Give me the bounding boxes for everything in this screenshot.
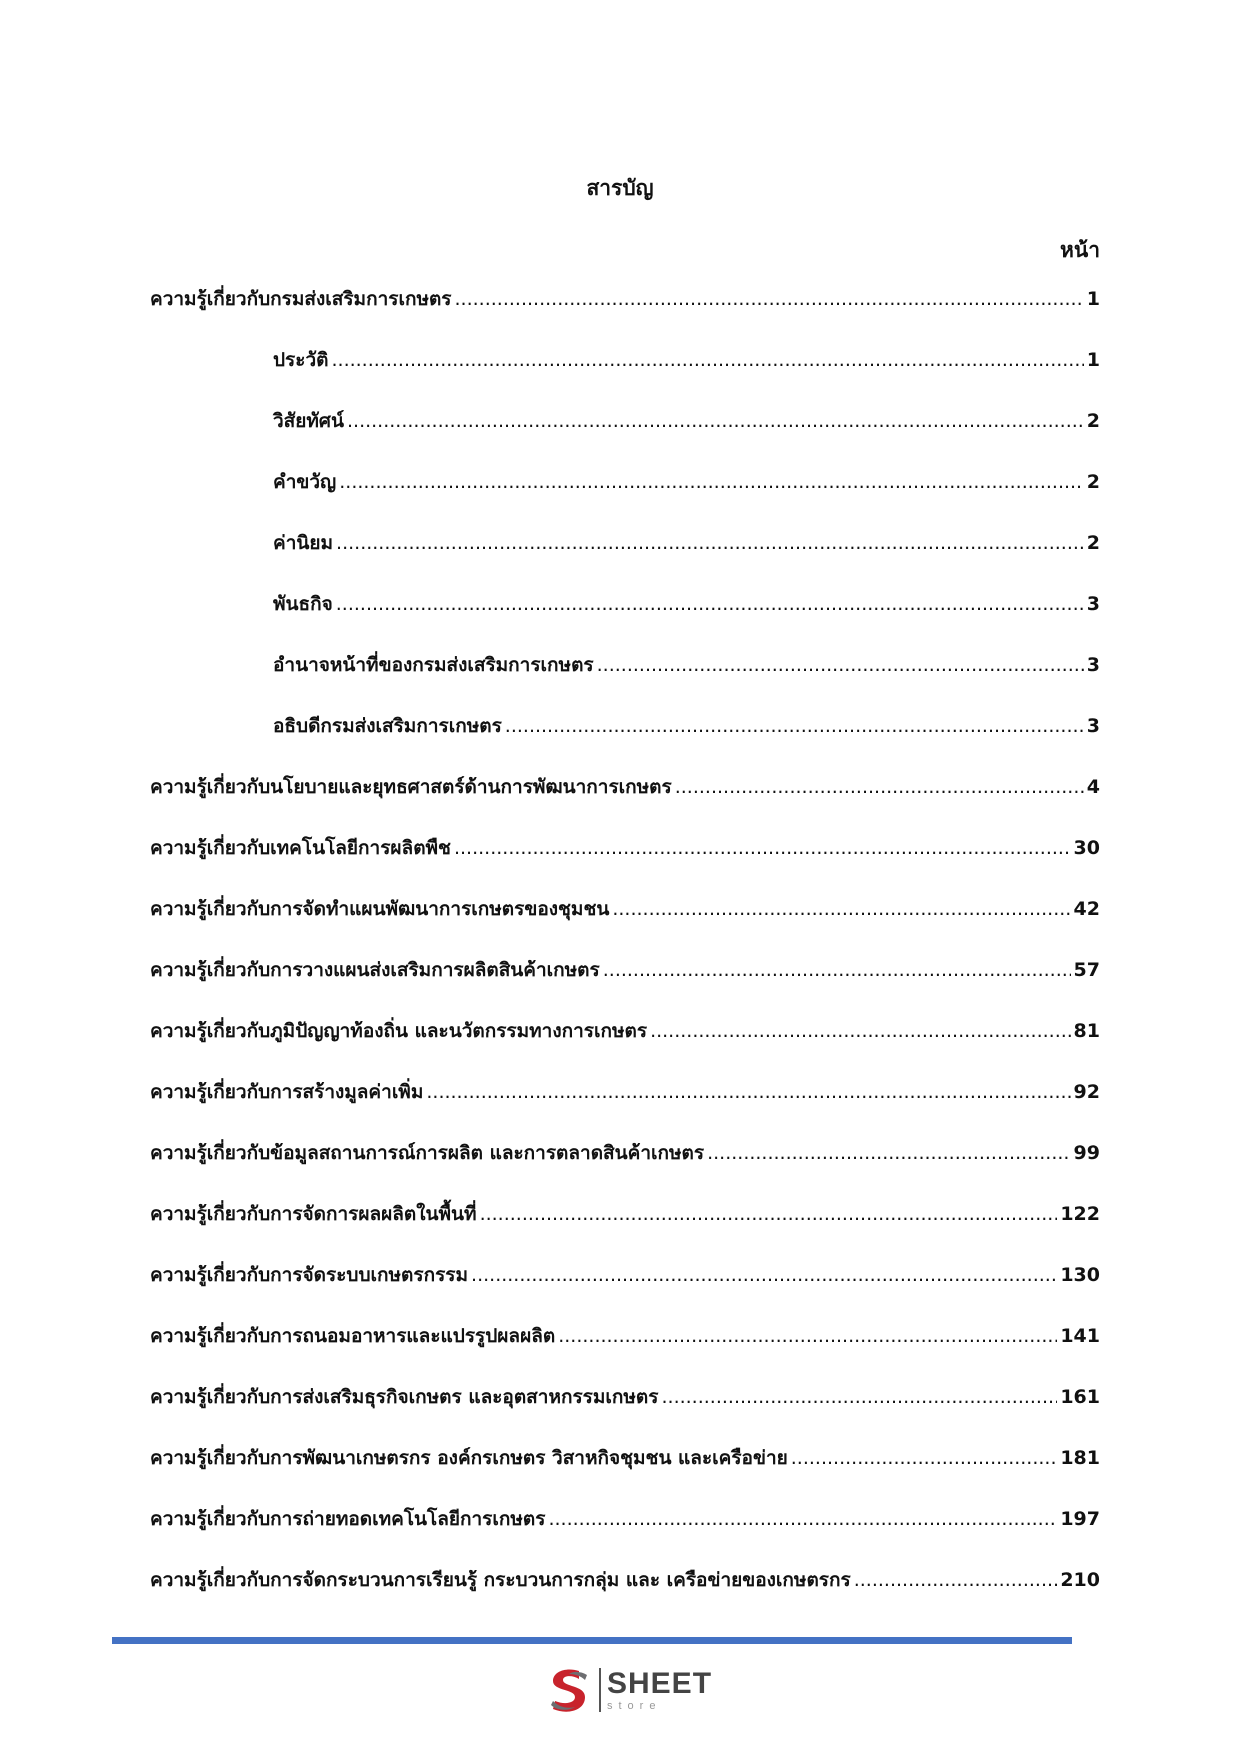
- toc-entry-page-number: 2: [1086, 532, 1100, 554]
- toc-entry-page-number: 122: [1060, 1203, 1100, 1225]
- toc-dot-leader: [603, 959, 1071, 981]
- toc-entry-label: ความรู้เกี่ยวกับการจัดการผลผลิตในพื้นที่: [150, 1203, 477, 1225]
- toc-entry-page-number: 210: [1060, 1569, 1100, 1591]
- toc-dot-leader: [505, 715, 1084, 737]
- toc-dot-leader: [661, 1386, 1057, 1408]
- toc-entry-label: ค่านิยม: [273, 532, 334, 554]
- toc-entry: [150, 1260, 1100, 1321]
- toc-entry: [150, 772, 1100, 833]
- page-title: สารบัญ: [586, 176, 654, 200]
- toc-dot-leader: [339, 471, 1084, 493]
- toc-entry: [150, 1443, 1100, 1504]
- toc-subentry: [150, 711, 1100, 772]
- toc-dot-leader: [471, 1264, 1057, 1286]
- toc-entry-page-number: 57: [1073, 959, 1100, 981]
- toc-entry-page-number: 4: [1086, 776, 1100, 798]
- toc-entry-label: อำนาจหน้าที่ของกรมส่งเสริมการเกษตร: [273, 654, 594, 676]
- toc-entry-page-number: 81: [1073, 1020, 1100, 1042]
- toc-dot-leader: [650, 1020, 1070, 1042]
- toc-entry-page-number: 141: [1060, 1325, 1100, 1347]
- toc-subentry: [150, 467, 1100, 528]
- toc-entry-page-number: 92: [1073, 1081, 1100, 1103]
- toc-entry: [150, 1077, 1100, 1138]
- toc-subentry: [150, 406, 1100, 467]
- logo-text: [607, 1666, 713, 1712]
- toc-entry-page-number: 2: [1086, 471, 1100, 493]
- toc-entry-page-number: 30: [1073, 837, 1100, 859]
- toc-dot-leader: [707, 1142, 1070, 1164]
- sheet-store-logo: [545, 1662, 715, 1718]
- toc-dot-leader: [480, 1203, 1058, 1225]
- toc-dot-leader: [454, 837, 1071, 859]
- toc-dot-leader: [597, 654, 1084, 676]
- toc-entry-label: ความรู้เกี่ยวกับการถนอมอาหารและแปรรูปผลผลิต: [150, 1325, 556, 1347]
- toc-entry-label: วิสัยทัศน์: [273, 410, 344, 432]
- toc-dot-leader: [558, 1325, 1057, 1347]
- toc-subentry: [150, 528, 1100, 589]
- toc-entry-page-number: 3: [1086, 715, 1100, 737]
- toc-entry-label: พันธกิจ: [273, 593, 333, 615]
- footer-divider: [112, 1637, 1072, 1644]
- toc-entry-page-number: 1: [1086, 349, 1100, 371]
- toc-entry: [150, 1199, 1100, 1260]
- page-column-heading: หน้า: [1060, 238, 1100, 262]
- toc-entry-label: ความรู้เกี่ยวกับภูมิปัญญาท้องถิ่น และนวัตกรรมทางการเกษตร: [150, 1020, 648, 1042]
- toc-entry: [150, 1138, 1100, 1199]
- toc-entry-label: ความรู้เกี่ยวกับกรมส่งเสริมการเกษตร: [150, 288, 452, 310]
- logo-subtitle: store: [607, 1699, 662, 1712]
- toc-entry: [150, 833, 1100, 894]
- toc-entry: [150, 955, 1100, 1016]
- toc-entry: [150, 1504, 1100, 1565]
- toc-entry: [150, 284, 1100, 345]
- toc-entry-label: ความรู้เกี่ยวกับการจัดระบบเกษตรกรรม: [150, 1264, 469, 1286]
- toc-entry-page-number: 42: [1073, 898, 1100, 920]
- toc-entry: [150, 1321, 1100, 1382]
- toc-entry-label: ความรู้เกี่ยวกับการจัดทำแผนพัฒนาการเกษตรของชุมชน: [150, 898, 610, 920]
- toc-dot-leader: [854, 1569, 1058, 1591]
- toc-entry-page-number: 99: [1073, 1142, 1100, 1164]
- toc-entry: [150, 1382, 1100, 1443]
- toc-entry-page-number: 130: [1060, 1264, 1100, 1286]
- logo-word: SHEET: [607, 1666, 713, 1700]
- table-of-contents: [150, 284, 1100, 1626]
- toc-subentry: [150, 589, 1100, 650]
- toc-dot-leader: [612, 898, 1070, 920]
- toc-entry-label: ความรู้เกี่ยวกับการส่งเสริมธุรกิจเกษตร และอุตสาหกรรมเกษตร: [150, 1386, 659, 1408]
- toc-entry-page-number: 1: [1086, 288, 1100, 310]
- toc-entry-page-number: 2: [1086, 410, 1100, 432]
- toc-entry-page-number: 3: [1086, 593, 1100, 615]
- toc-entry-page-number: 197: [1060, 1508, 1100, 1530]
- toc-entry-label: ความรู้เกี่ยวกับการพัฒนาเกษตรกร องค์กรเกษตร วิสาหกิจชุมชน และเครือข่าย: [150, 1447, 788, 1469]
- toc-dot-leader: [336, 593, 1084, 615]
- toc-entry-label: ความรู้เกี่ยวกับข้อมูลสถานการณ์การผลิต และการตลาดสินค้าเกษตร: [150, 1142, 705, 1164]
- toc-dot-leader: [548, 1508, 1057, 1530]
- toc-subentry: [150, 345, 1100, 406]
- toc-subentry: [150, 650, 1100, 711]
- toc-entry-page-number: 3: [1086, 654, 1100, 676]
- sheet-store-logo-icon: [545, 1665, 593, 1715]
- toc-dot-leader: [331, 349, 1083, 371]
- toc-entry-label: ความรู้เกี่ยวกับเทคโนโลยีการผลิตพืช: [150, 837, 451, 859]
- toc-dot-leader: [347, 410, 1084, 432]
- toc-entry-label: ความรู้เกี่ยวกับการถ่ายทอดเทคโนโลยีการเกษตร: [150, 1508, 546, 1530]
- toc-dot-leader: [675, 776, 1084, 798]
- toc-entry-label: ประวัติ: [273, 349, 329, 371]
- toc-entry-page-number: 161: [1060, 1386, 1100, 1408]
- toc-entry: [150, 1565, 1100, 1626]
- toc-entry-label: คำขวัญ: [273, 471, 337, 493]
- toc-dot-leader: [791, 1447, 1058, 1469]
- toc-entry: [150, 1016, 1100, 1077]
- toc-entry-label: อธิบดีกรมส่งเสริมการเกษตร: [273, 715, 502, 737]
- toc-dot-leader: [426, 1081, 1070, 1103]
- toc-dot-leader: [455, 288, 1084, 310]
- toc-entry-label: ความรู้เกี่ยวกับนโยบายและยุทธศาสตร์ด้านการพัฒนาการเกษตร: [150, 776, 672, 798]
- toc-entry: [150, 894, 1100, 955]
- toc-entry-page-number: 181: [1060, 1447, 1100, 1469]
- toc-entry-label: ความรู้เกี่ยวกับการสร้างมูลค่าเพิ่ม: [150, 1081, 424, 1103]
- toc-entry-label: ความรู้เกี่ยวกับการวางแผนส่งเสริมการผลิตสินค้าเกษตร: [150, 959, 600, 981]
- toc-entry-label: ความรู้เกี่ยวกับการจัดกระบวนการเรียนรู้ กระบวนการกลุ่ม และ เครือข่ายของเกษตรกร: [150, 1569, 851, 1591]
- logo-separator: [599, 1668, 601, 1712]
- toc-dot-leader: [336, 532, 1084, 554]
